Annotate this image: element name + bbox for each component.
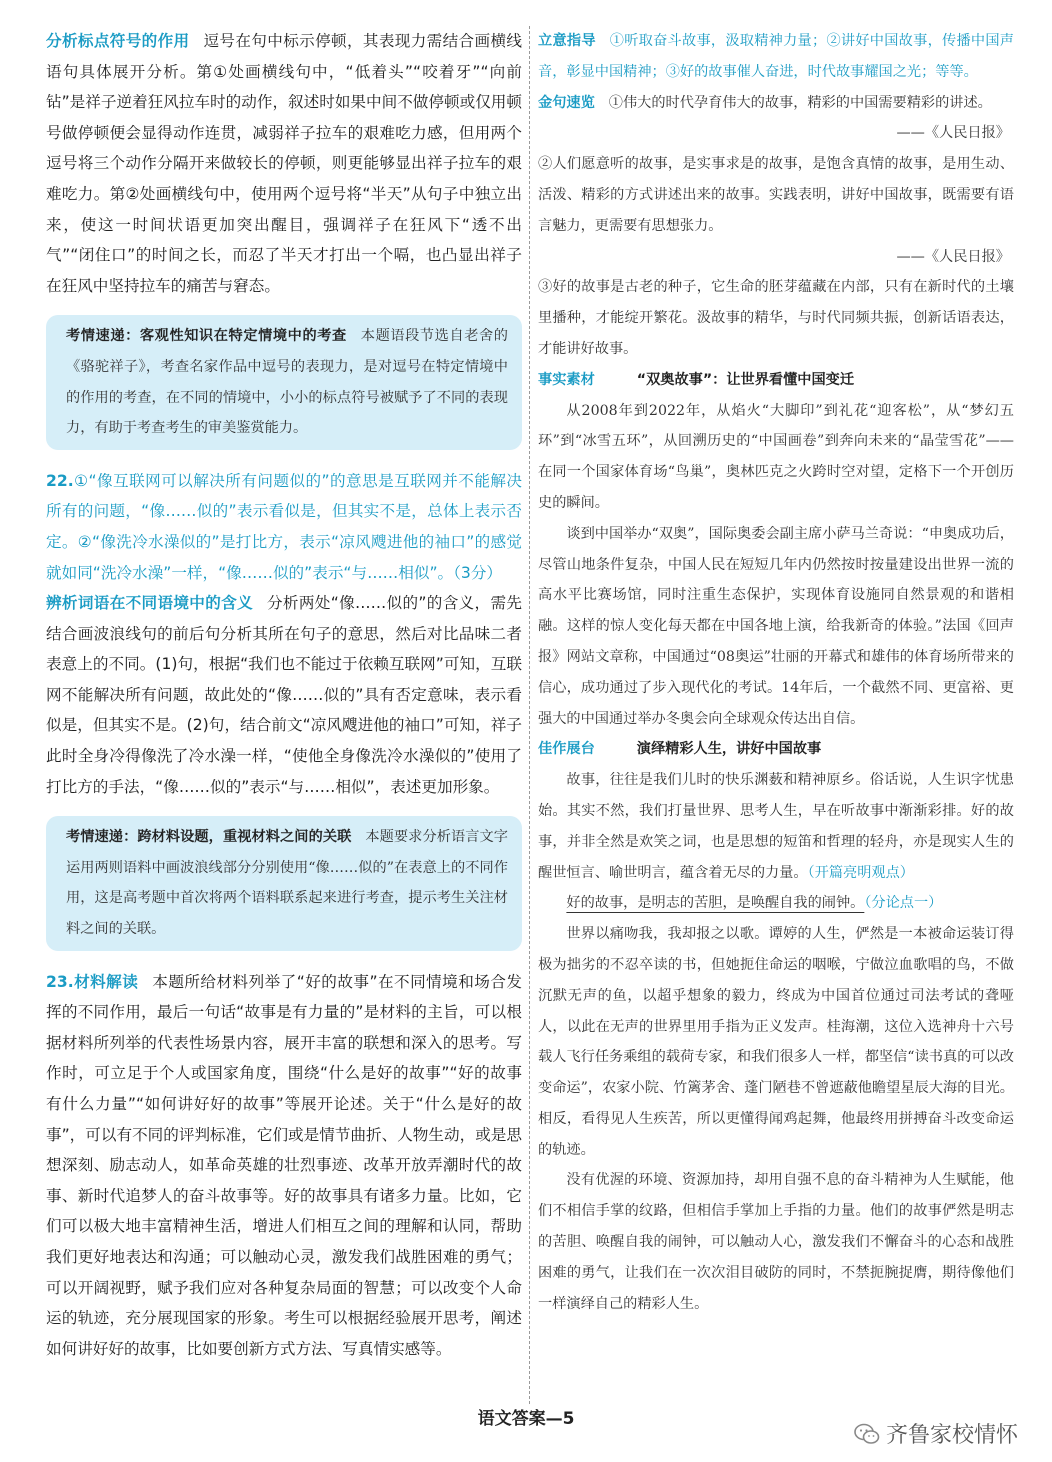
question-number: 23. (46, 972, 74, 991)
exam-note-box: 考情速递：客观性知识在特定情境中的考查 本题语段节选自老舍的《骆驼祥子》，考查名家作品中逗号的表现力，是对逗号在特定情境中的作用的考查，在不同的情境中，小小的标点符号被赋予了不同的表现力，有助于考查考生的审美鉴赏能力。 (46, 315, 522, 449)
wechat-icon (854, 1423, 880, 1445)
section-tag: 立意指导 (538, 33, 596, 49)
fact-material-heading (538, 365, 1014, 396)
q22-answer: 22.①“像互联网可以解决所有问题似的”的意思是互联网并不能解决所有的问题，“像……似的”表示看似是，但其实不是，总体上表示否定。②“像洗冷水澡似的”是打比方，表示“凉风飕进他的袖口”的感觉就如同“洗冷水澡”一样，“像……似的”表示“与……相似”。（3分） (46, 471, 522, 582)
analysis-punctuation: 分析标点符号的作用 逗号在句中标示停顿，其表现力需结合画横线语句具体展开分析。第①处画横线句中，“低着头”“咬着牙”“向前钻”是祥子逆着狂风拉车时的动作，叙述时如果中间不做停顿或仅用顿号做停顿便会显得动作连贯，减弱祥子拉车的艰难吃力感，但用两个逗号将三个动作分隔开来做较长的停顿，则更能够显出祥子拉车的艰难吃力。第②处画横线句中，使用两个逗号将“半天”从句子中独立出来，使这一时间状语更加突出醒目，强调祥子在狂风下“透不出气”“闭住口”的时间之长，而忍了半天才打出一个嗝，也凸显出祥子在狂风中坚持拉车的痛苦与窘态。 (46, 32, 522, 295)
quote-2: ②人们愿意听的故事，是实事求是的故事，是饱含真情的故事，是用生动、活泼、精彩的方式讲述出来的故事。实践表明，讲好中国故事，既需要有语言魅力，更需要有思想张力。 (538, 156, 1014, 234)
golden-quotes: 金句速览 ①伟大的时代孕育伟大的故事，精彩的中国需要精彩的讲述。 (538, 94, 992, 111)
box-title: 考情速递：跨材料设题，重视材料之间的关联 (66, 829, 352, 846)
section-tag: 材料解读 (73, 972, 139, 991)
page-footer: 语文答案—5 (477, 1409, 575, 1429)
quote-source: ——《人民日报》 (896, 248, 1010, 265)
exam-note-box-2: 考情速递：跨材料设题，重视材料之间的关联 本题要求分析语言文字运用两则语料中画波浪线部分分别使用“像……似的”在表意上的不同作用，这是高考题中首次将两个语料联系起来进行考查，提示考生关注材料之间的关联。 (46, 816, 522, 950)
question-number: 22. (46, 471, 74, 490)
quote-3: ③好的故事是古老的种子，它生命的胚芽蕴藏在内部，只有在新时代的土壤里播种，才能绽开繁花。汲故事的精华，与时代同频共振，创新话语表达，才能讲好故事。 (538, 279, 1014, 357)
essay-paragraph-1: 故事，往往是我们儿时的快乐渊薮和精神原乡。俗话说，人生识字忧患始。其实不然，我们打量世界、思考人生，早在听故事中渐渐彩排。好的故事，并非全然是欢笑之词，也是思想的短笛和哲理的轻舟，亦是现实人生的醒世恒言、喻世明言，蕴含着无尽的力量。（开篇亮明观点） (538, 772, 1014, 881)
right-column (538, 26, 1014, 1319)
essay-paragraph-3: 世界以痛吻我，我却报之以歌。谭婷的人生，俨然是一本被命运装订得极为拙劣的不忍卒读的书，但她扼住命运的咽喉，宁做泣血歌唱的鸟，不做沉默无声的鱼，以超乎想象的毅力，终成为中国首位通过司法考试的聋哑人，以此在无声的世界里用手指为正义发声。桂海潮，这位入选神舟十六号载人飞行任务乘组的载荷专家，和我们很多人一样，都坚信“读书真的可以改变命运”，农家小院、竹篱茅舍、蓬门陋巷不曾遮蔽他瞻望星辰大海的目光。相反，看得见人生疾苦，所以更懂得闻鸡起舞，他最终用拼搏奋斗改变命运的轨迹。 (538, 926, 1014, 1158)
watermark (854, 1418, 1018, 1449)
left-column (46, 26, 522, 1364)
model-essay-heading (538, 734, 1014, 765)
fact-paragraph-1: 从2008年到2022年，从焰火“大脚印”到礼花“迎客松”，从“梦幻五环”到“冰雪五环”，从回溯历史的“中国画卷”到奔向未来的“晶莹雪花”——在同一个国家体育场“鸟巢”，奥林匹克之火跨时空对望，定格下一个开创历史的瞬间。 (538, 402, 1014, 511)
essay-paragraph-2: 好的故事，是明志的苦胆，是唤醒自我的闹钟。（分论点一） (566, 895, 943, 912)
watermark-text: 齐鲁家校情怀 (885, 1423, 1018, 1448)
section-tag: 金句速览 (538, 94, 595, 111)
annotation: （分论点一） (864, 895, 943, 912)
column-divider (529, 26, 530, 1404)
theme-guidance: 立意指导 ①听取奋斗故事，汲取精神力量；②讲好中国故事，传播中国声音，彰显中国精神；③好的故事催人奋进，时代故事耀国之光；等等。 (538, 33, 1014, 80)
box-title: 考情速递：客观性知识在特定情境中的考查 (66, 328, 347, 345)
quote-source: ——《人民日报》 (896, 125, 1010, 142)
material-title: “双奥故事”：让世界看懂中国变迁 (636, 371, 855, 388)
annotation: （开篇亮明观点） (807, 864, 914, 881)
essay-title: 演绎精彩人生，讲好中国故事 (636, 741, 822, 758)
analysis-word-meaning: 辨析词语在不同语境中的含义 分析两处“像……似的”的含义，需先结合画波浪线句的前后句分析其所在句子的意思，然后对比品味二者表意上的不同。(1)句，根据“我们也不能过于依赖互联网”可知，互联网不能解决所有问题，故此处的“像……似的”具有否定意味，表示看似是，但其实不是。(2)句，结合前文“凉风飕进他的袖口”可知，祥子此时全身冷得像洗了冷水澡一样，“使他全身像洗冷水澡似的”使用了打比方的手法，“像……似的”表示“与……相似”，表述更加形象。 (46, 594, 522, 796)
q23-answer: 23.材料解读 本题所给材料列举了“好的故事”在不同情境和场合发挥的不同作用，最后一句话“故事是有力量的”是材料的主旨，可以根据材料所列举的代表性场景内容，展开丰富的联想和深入的思考。写作时，可立足于个人或国家角度，围绕“什么是好的故事”“好的故事有什么力量”“如何讲好好的故事”等展开论述。关于“什么是好的故事”，可以有不同的评判标准，它们或是情节曲折、人物生动，或是思想深刻、励志动人，如革命英雄的壮烈事迹、改革开放弄潮时代的故事、新时代追梦人的奋斗故事等。好的故事具有诸多力量。比如，它们可以极大地丰富精神生活，增进人们相互之间的理解和认同，帮助我们更好地表达和沟通；可以触动心灵，激发我们战胜困难的勇气；可以开阔视野，赋予我们应对各种复杂局面的智慧；可以改变个人命运的轨迹，充分展现国家的形象。考生可以根据经验展开思考，阐述如何讲好好的故事，比如要创新方式方法、写真情实感等。 (46, 972, 522, 1358)
section-tag: 分析标点符号的作用 (46, 32, 190, 50)
section-tag: 辨析词语在不同语境中的含义 (46, 594, 253, 613)
fact-paragraph-2: 谈到中国举办“双奥”，国际奥委会副主席小萨马兰奇说：“申奥成功后，尽管山地条件复杂，中国人民在短短几年内仍然按时按量建设出世界一流的高水平比赛场馆，同时注重生态保护，实现体育设施同自然景观的和谐相融。这样的惊人变化每天都在中国各地上演，给我新奇的体验。”法国《回声报》网站文章称，中国通过“08奥运”壮丽的开幕式和雄伟的体育场所带来的信心，成功通过了步入现代化的考试。14年后，一个截然不同、更富裕、更强大的中国通过举办冬奥会向全球观众传达出自信。 (538, 525, 1014, 727)
section-tag: 佳作展台 (538, 741, 595, 758)
section-tag: 事实素材 (538, 371, 595, 388)
essay-paragraph-4: 没有优渥的环境、资源加持，却用自强不息的奋斗精神为人生赋能，他们不相信手掌的纹路，但相信手掌加上手指的力量。他们的故事俨然是明志的苦胆、唤醒自我的闹钟，可以触动人心，激发我们不懈奋斗的心态和战胜困难的勇气，让我们在一次次泪目破防的同时，不禁扼腕捉膺，期待像他们一样演绎自己的精彩人生。 (538, 1172, 1014, 1312)
